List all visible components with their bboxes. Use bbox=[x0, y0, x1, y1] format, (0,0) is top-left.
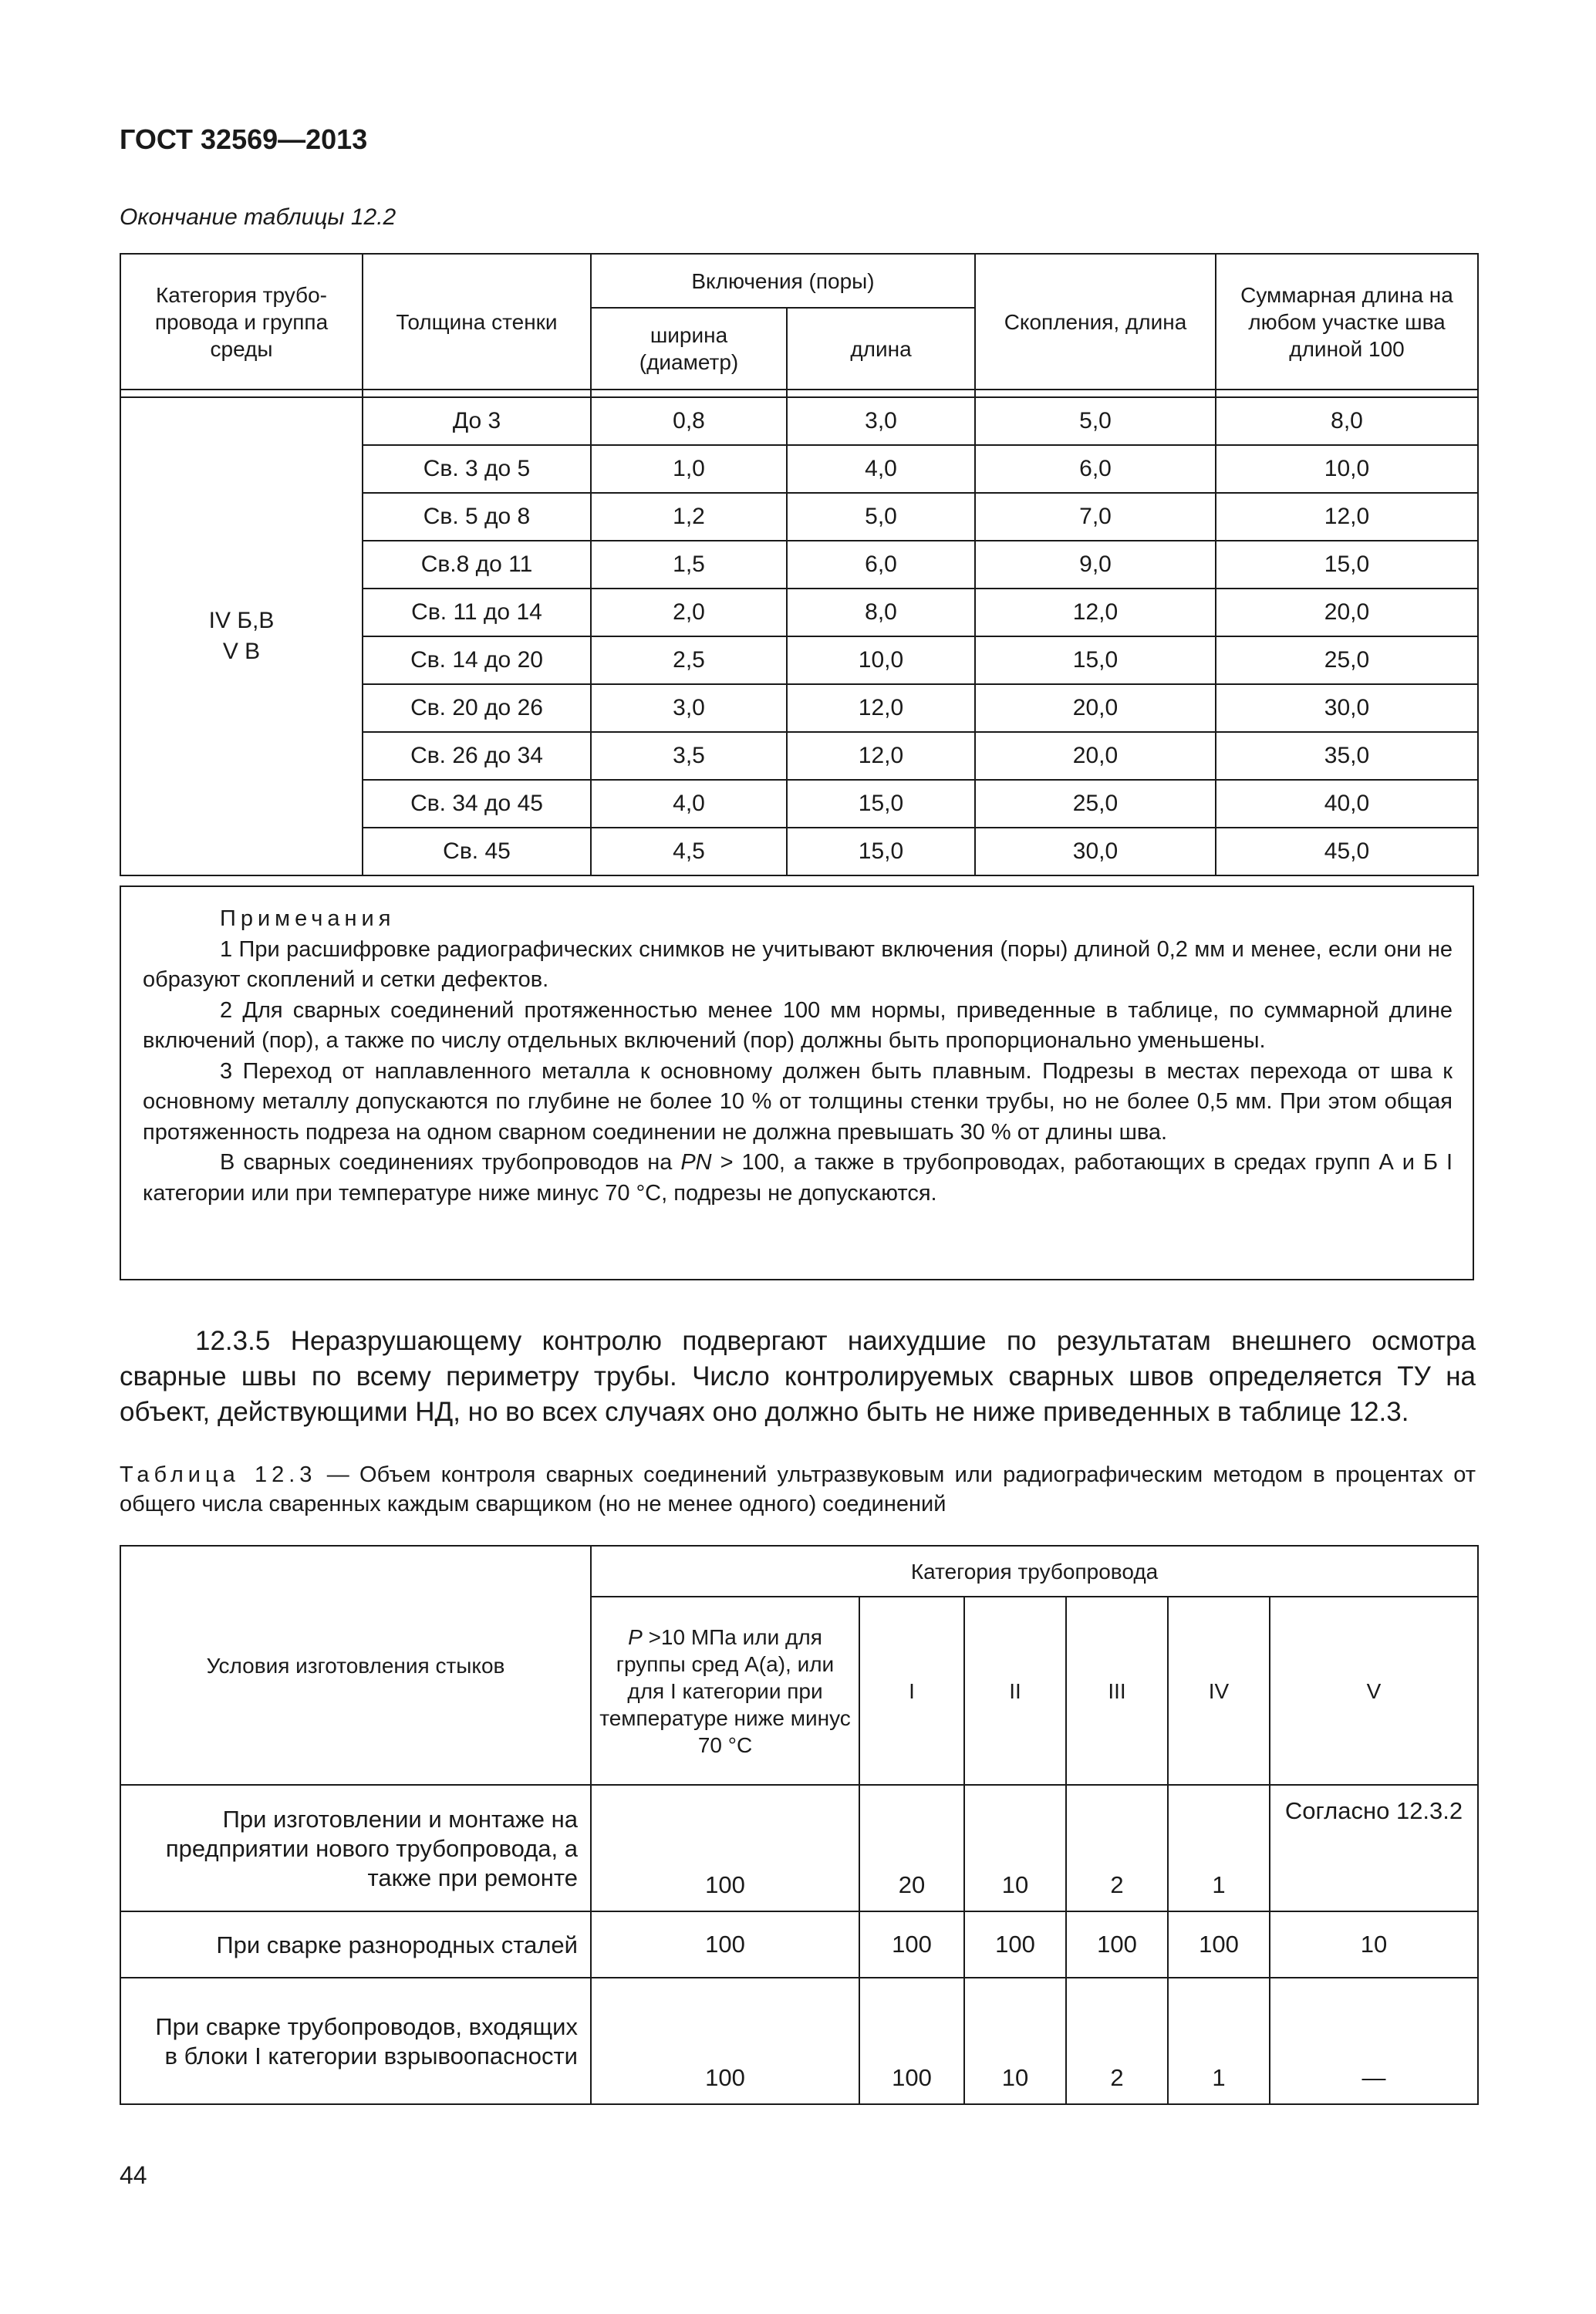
wall-cell: Св. 11 до 14 bbox=[363, 589, 591, 636]
header-total-length: Суммарная длина на любом участке шва длиной 100 bbox=[1216, 254, 1478, 390]
cat-3-cell: 2 bbox=[1066, 1785, 1168, 1911]
width-cell: 4,5 bbox=[591, 828, 787, 875]
table-row bbox=[120, 1785, 1478, 1911]
table-row bbox=[120, 1978, 1478, 2104]
cat-5-cell: 10 bbox=[1270, 1911, 1478, 1978]
header-cat-2: II bbox=[964, 1597, 1066, 1785]
header-cat-3: III bbox=[1066, 1597, 1168, 1785]
header-clusters: Скопления, длина bbox=[975, 254, 1216, 390]
total-cell: 35,0 bbox=[1216, 732, 1478, 780]
cat-3-cell: 2 bbox=[1066, 1978, 1168, 2104]
clusters-cell: 20,0 bbox=[975, 684, 1216, 732]
cat-3-cell: 100 bbox=[1066, 1911, 1168, 1978]
group-cell bbox=[120, 397, 363, 875]
wall-cell: Св. 20 до 26 bbox=[363, 684, 591, 732]
width-cell: 1,0 bbox=[591, 445, 787, 493]
header-category: Категория трубо-провода и группа среды bbox=[120, 254, 363, 390]
paragraph-text: 12.3.5 Неразрушающему контролю подвергают наихудшие по результатам внешнего осмотра сварные швы по всему периметру трубы. Число контролируемых сварных швов определяется ТУ на объект, действующими НД, но во всех случаях оно должно быть не ниже приведенных в таблице 12.3. bbox=[120, 1326, 1476, 1427]
length-cell: 15,0 bbox=[787, 780, 975, 828]
wall-cell: Св. 45 bbox=[363, 828, 591, 875]
header-wall-thickness: Толщина стенки bbox=[363, 254, 591, 390]
total-cell: 20,0 bbox=[1216, 589, 1478, 636]
cat-5-cell: — bbox=[1270, 1978, 1478, 2104]
table-12-2 bbox=[120, 253, 1479, 876]
length-cell: 12,0 bbox=[787, 684, 975, 732]
length-cell: 3,0 bbox=[787, 397, 975, 445]
clusters-cell: 12,0 bbox=[975, 589, 1216, 636]
clusters-cell: 20,0 bbox=[975, 732, 1216, 780]
note-4 bbox=[143, 1148, 1453, 1209]
cat-4-cell: 1 bbox=[1168, 1785, 1270, 1911]
condition-cell: При сварке трубопроводов, входящих в блоки I категории взрывоопасности bbox=[120, 1978, 591, 2104]
length-cell: 6,0 bbox=[787, 541, 975, 589]
condition-cell: При изготовлении и монтаже на предприятии нового трубопровода, а также при ремонте bbox=[120, 1785, 591, 1911]
width-cell: 2,5 bbox=[591, 636, 787, 684]
cat-5-cell: Согласно 12.3.2 bbox=[1270, 1785, 1478, 1911]
note-4-pn: PN bbox=[680, 1150, 712, 1175]
total-cell: 10,0 bbox=[1216, 445, 1478, 493]
header-cat-5: V bbox=[1270, 1597, 1478, 1785]
note-4-prefix: В сварных соединениях трубопроводов на bbox=[220, 1150, 681, 1175]
header-special-p: P bbox=[628, 1624, 643, 1649]
width-cell: 1,5 bbox=[591, 541, 787, 589]
note-1: 1 При расшифровке радиографических снимков не учитывают включения (поры) длиной 0,2 мм и менее, если они не образуют скоплений и сетки дефектов. bbox=[143, 936, 1453, 992]
note-4-suffix: > 100, а также в трубопроводах, работающих в средах групп А и Б I категории или при температуре ниже минус 70 °С, подрезы не допускаются. bbox=[143, 1150, 1453, 1206]
total-cell: 30,0 bbox=[1216, 684, 1478, 732]
width-cell: 4,0 bbox=[591, 780, 787, 828]
length-cell: 12,0 bbox=[787, 732, 975, 780]
wall-cell: Св. 5 до 8 bbox=[363, 493, 591, 541]
total-cell: 15,0 bbox=[1216, 541, 1478, 589]
header-cat-1: I bbox=[859, 1597, 964, 1785]
length-cell: 15,0 bbox=[787, 828, 975, 875]
total-cell: 8,0 bbox=[1216, 397, 1478, 445]
wall-cell: До 3 bbox=[363, 397, 591, 445]
special-cell: 100 bbox=[591, 1911, 859, 1978]
special-cell: 100 bbox=[591, 1785, 859, 1911]
clusters-cell: 6,0 bbox=[975, 445, 1216, 493]
cat-1-cell: 100 bbox=[859, 1978, 964, 2104]
header-inclusions: Включения (поры) bbox=[591, 254, 975, 308]
length-cell: 8,0 bbox=[787, 589, 975, 636]
paragraph-12-3-5 bbox=[120, 1324, 1476, 1430]
cat-2-cell: 10 bbox=[964, 1978, 1066, 2104]
header-pipeline-category: Категория трубопровода bbox=[591, 1546, 1478, 1597]
length-cell: 10,0 bbox=[787, 636, 975, 684]
table-row bbox=[120, 1911, 1478, 1978]
cat-1-cell: 100 bbox=[859, 1911, 964, 1978]
wall-cell: Св. 14 до 20 bbox=[363, 636, 591, 684]
header-special-text: >10 МПа или для группы сред А(а), или для I категории при температуре ниже минус 70 °С bbox=[599, 1624, 851, 1757]
width-cell: 1,2 bbox=[591, 493, 787, 541]
note-3: 3 Переход от наплавленного металла к основному должен быть плавным. Подрезы в местах перехода от шва к основному металлу допускаются по глубине не более 10 % от толщины стенки трубы, но не более 0,5 мм. При этом общая протяженность подреза на одном сварном соединении не должна превышать 30 % от длины шва. bbox=[143, 1058, 1453, 1145]
clusters-cell: 30,0 bbox=[975, 828, 1216, 875]
total-cell: 25,0 bbox=[1216, 636, 1478, 684]
table-row bbox=[120, 397, 1478, 445]
wall-cell: Св.8 до 11 bbox=[363, 541, 591, 589]
header-conditions: Условия изготовления стыков bbox=[120, 1546, 591, 1785]
total-cell: 12,0 bbox=[1216, 493, 1478, 541]
clusters-cell: 25,0 bbox=[975, 780, 1216, 828]
cat-2-cell: 100 bbox=[964, 1911, 1066, 1978]
total-cell: 40,0 bbox=[1216, 780, 1478, 828]
cat-4-cell: 1 bbox=[1168, 1978, 1270, 2104]
length-cell: 4,0 bbox=[787, 445, 975, 493]
table-notes bbox=[120, 885, 1474, 1280]
width-cell: 3,0 bbox=[591, 684, 787, 732]
wall-cell: Св. 26 до 34 bbox=[363, 732, 591, 780]
group-label-1: IV Б,В bbox=[208, 608, 275, 633]
wall-cell: Св. 3 до 5 bbox=[363, 445, 591, 493]
length-cell: 5,0 bbox=[787, 493, 975, 541]
clusters-cell: 9,0 bbox=[975, 541, 1216, 589]
table-12-3-caption bbox=[120, 1460, 1476, 1519]
table-12-3 bbox=[120, 1545, 1479, 2105]
cat-4-cell: 100 bbox=[1168, 1911, 1270, 1978]
clusters-cell: 7,0 bbox=[975, 493, 1216, 541]
header-special bbox=[591, 1597, 859, 1785]
header-cat-4: IV bbox=[1168, 1597, 1270, 1785]
width-cell: 0,8 bbox=[591, 397, 787, 445]
cat-1-cell: 20 bbox=[859, 1785, 964, 1911]
wall-cell: Св. 34 до 45 bbox=[363, 780, 591, 828]
group-label-2: V В bbox=[222, 639, 261, 664]
total-cell: 45,0 bbox=[1216, 828, 1478, 875]
clusters-cell: 5,0 bbox=[975, 397, 1216, 445]
clusters-cell: 15,0 bbox=[975, 636, 1216, 684]
cat-2-cell: 10 bbox=[964, 1785, 1066, 1911]
header-width: ширина (диаметр) bbox=[591, 308, 787, 390]
width-cell: 3,5 bbox=[591, 732, 787, 780]
width-cell: 2,0 bbox=[591, 589, 787, 636]
header-separator bbox=[120, 390, 1478, 397]
header-length: длина bbox=[787, 308, 975, 390]
page-number: 44 bbox=[120, 2161, 147, 2189]
table-12-3-label: Таблица 12.3 bbox=[120, 1462, 317, 1487]
table-12-2-caption: Окончание таблицы 12.2 bbox=[120, 204, 396, 230]
notes-heading: Примечания bbox=[220, 906, 396, 931]
table-12-3-title: — Объем контроля сварных соединений ультразвуковым или радиографическим методом в процентах от общего числа сваренных каждым сварщиком (но не менее одного) соединений bbox=[120, 1462, 1476, 1516]
note-2: 2 Для сварных соединений протяженностью менее 100 мм нормы, приведенные в таблице, по суммарной длине включений (пор), а также по числу отдельных включений (пор) должны быть пропорционально уменьшены. bbox=[143, 997, 1453, 1053]
condition-cell: При сварке разнородных сталей bbox=[120, 1911, 591, 1978]
document-header: ГОСТ 32569—2013 bbox=[120, 123, 368, 155]
special-cell: 100 bbox=[591, 1978, 859, 2104]
